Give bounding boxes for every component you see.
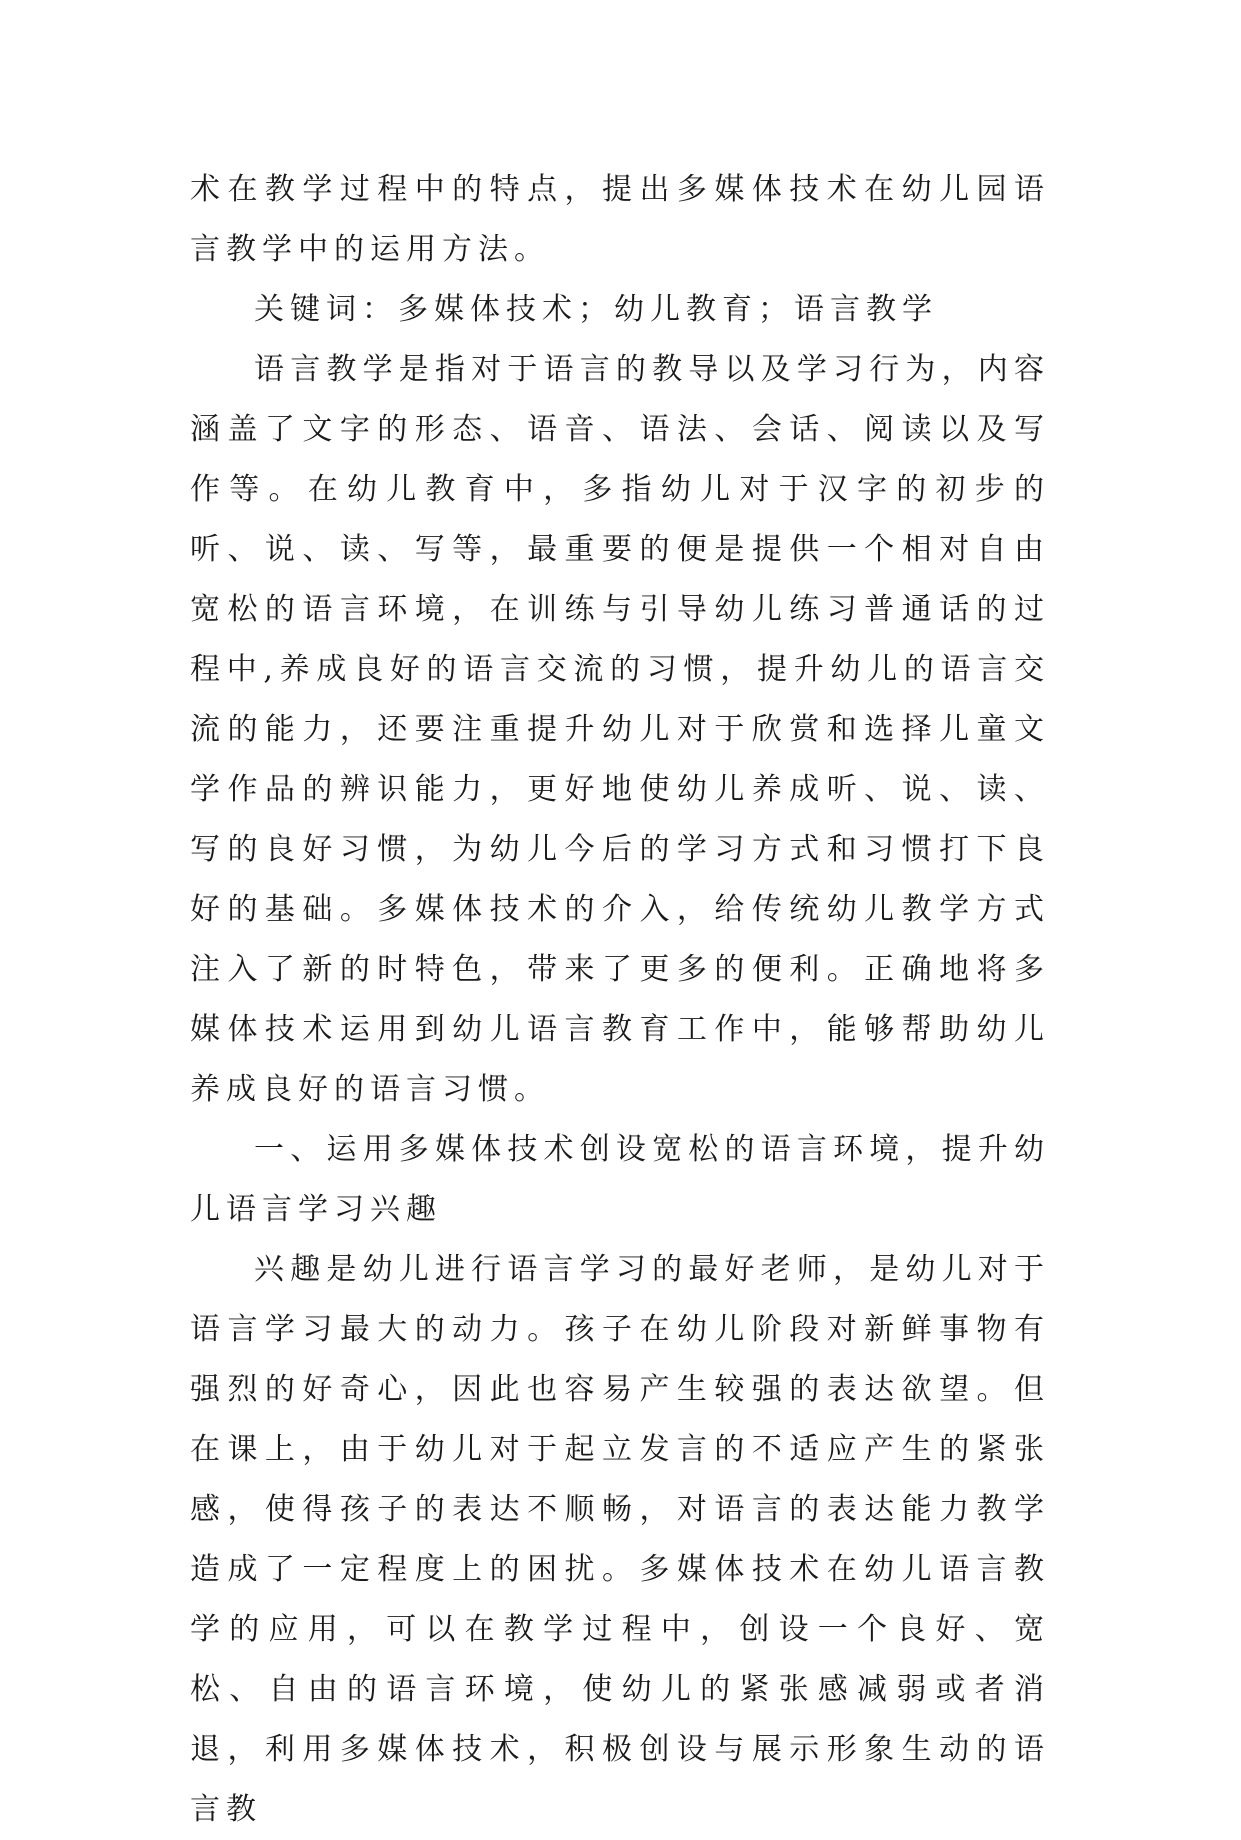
body-paragraph: 兴趣是幼儿进行语言学习的最好老师，是幼儿对于语言学习最大的动力。孩子在幼儿阶段对新鲜事物有强烈的好奇心，因此也容易产生较强的表达欲望。但在课上，由于幼儿对于起立发言的不适应产生的紧张感，使得孩子的表达不顺畅，对语言的表达能力教学造成了一定程度上的困扰。多媒体技术在幼儿语言教学的应用，可以在教学过程中，创设一个良好、宽松、自由的语言环境，使幼儿的紧张感减弱或者消退，利用多媒体技术，积极创设与展示形象生动的语言教 [190, 1252, 1050, 1827]
section-heading: 一、运用多媒体技术创设宽松的语言环境，提升幼儿语言学习兴趣 [190, 1132, 1050, 1227]
body-paragraph: 语言教学是指对于语言的教导以及学习行为，内容涵盖了文字的形态、语音、语法、会话、阅读以及写作等。在幼儿教育中，多指幼儿对于汉字的初步的听、说、读、写等，最重要的便是提供一个相对自由宽松的语言环境，在训练与引导幼儿练习普通话的过程中,养成良好的语言交流的习惯，提升幼儿的语言交流的能力，还要注重提升幼儿对于欣赏和选择儿童文学作品的辨识能力，更好地使幼儿养成听、说、读、写的良好习惯，为幼儿今后的学习方式和习惯打下良好的基础。多媒体技术的介入，给传统幼儿教学方式注入了新的时特色，带来了更多的便利。正确地将多媒体技术运用到幼儿语言教育工作中，能够帮助幼儿养成良好的语言习惯。 [190, 352, 1050, 1107]
document-body [190, 160, 1050, 1840]
keywords-line: 关键词：多媒体技术；幼儿教育；语言教学 [254, 292, 938, 327]
intro-continuation-paragraph: 术在教学过程中的特点，提出多媒体技术在幼儿园语言教学中的运用方法。 [190, 172, 1050, 267]
